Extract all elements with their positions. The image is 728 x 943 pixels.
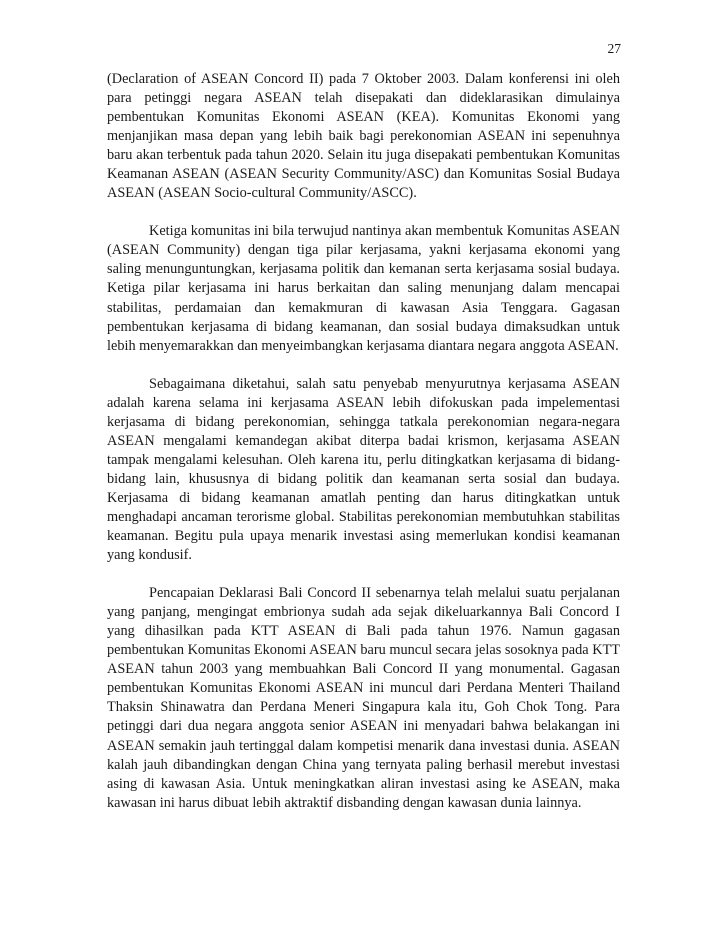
page-number: 27 xyxy=(607,41,621,56)
paragraph-2: Ketiga komunitas ini bila terwujud nantinya akan membentuk Komunitas ASEAN (ASEAN Community) dengan tiga pilar kerjasama, yakni kerjasama ekonomi yang saling menunguntungkan, kerjasama politik dan kemanan serta kerjasama sosial budaya. Ketiga pilar kerjasama ini harus berkaitan dan saling menunjang dalam mencapai stabilitas, perdamaian dan kemakmuran di kawasan Asia Tenggara. Gagasan pembentukan kerjasama di bidang keamanan, dan sosial budaya dimaksudkan untuk lebih menyemarakkan dan menyeimbangkan kerjasama diantara negara anggota ASEAN. xyxy=(107,223,620,354)
paragraph-1: (Declaration of ASEAN Concord II) pada 7 Oktober 2003. Dalam konferensi ini oleh para petinggi negara ASEAN telah disepakati dan dideklarasikan dimulainya pembentukan Komunitas Ekonomi ASEAN (KEA). Komunitas Ekonomi yang menjanjikan masa depan yang lebih baik bagi perekonomian ASEAN ini sepenuhnya baru akan terbentuk pada tahun 2020. Selain itu juga disepakati pembentukan Komunitas Keamanan ASEAN (ASEAN Security Community/ASC) dan Komunitas Sosial Budaya ASEAN (ASEAN Socio-cultural Community/ASCC). xyxy=(107,71,620,202)
paragraph-4: Pencapaian Deklarasi Bali Concord II sebenarnya telah melalui suatu perjalanan yang panjang, mengingat embrionya sudah ada sejak dikeluarkannya Bali Concord I yang dihasilkan pada KTT ASEAN di Bali pada tahun 1976. Namun gagasan pembentukan Komunitas Ekonomi ASEAN baru muncul secara jelas sosoknya pada KTT ASEAN tahun 2003 yang membuahkan Bali Concord II yang monumental. Gagasan pembentukan Komunitas Ekonomi ASEAN ini muncul dari Perdana Menteri Thailand Thaksin Shinawatra dan Perdana Meneri Singapura kala itu, Goh Chok Tong. Para petinggi dari dua negara anggota senior ASEAN ini menyadari bahwa belakangan ini ASEAN semakin jauh tertinggal dalam kompetisi menarik dana investasi dunia. ASEAN kalah jauh dibandingkan dengan China yang ternyata paling berhasil merebut investasi asing di kawasan Asia. Untuk meningkatkan aliran investasi asing ke ASEAN, maka kawasan ini harus dibuat lebih aktraktif disbanding dengan kawasan dunia lainnya. xyxy=(107,585,620,811)
paragraph-3: Sebagaimana diketahui, salah satu penyebab menyurutnya kerjasama ASEAN adalah karena selama ini kerjasama ASEAN lebih difokuskan pada impelementasi kerjasama di bidang perekonomian, sehingga tatkala perekonomian negara-negara ASEAN mengalami kemandegan akibat diterpa badai krismon, kerjasama ASEAN tampak mengalami kelesuhan. Oleh karena itu, perlu ditingkatkan kerjasama di bidang-bidang lain, khususnya di bidang politik dan keamanan serta sosial dan budaya. Kerjasama di bidang keamanan amatlah penting dan harus ditingkatkan untuk menghadapi ancaman terorisme global. Stabilitas perekonomian membutuhkan stabilitas keamanan. Begitu pula upaya menarik investasi asing memerlukan kondisi keamanan yang kondusif. xyxy=(107,375,620,564)
body-text xyxy=(107,70,620,832)
